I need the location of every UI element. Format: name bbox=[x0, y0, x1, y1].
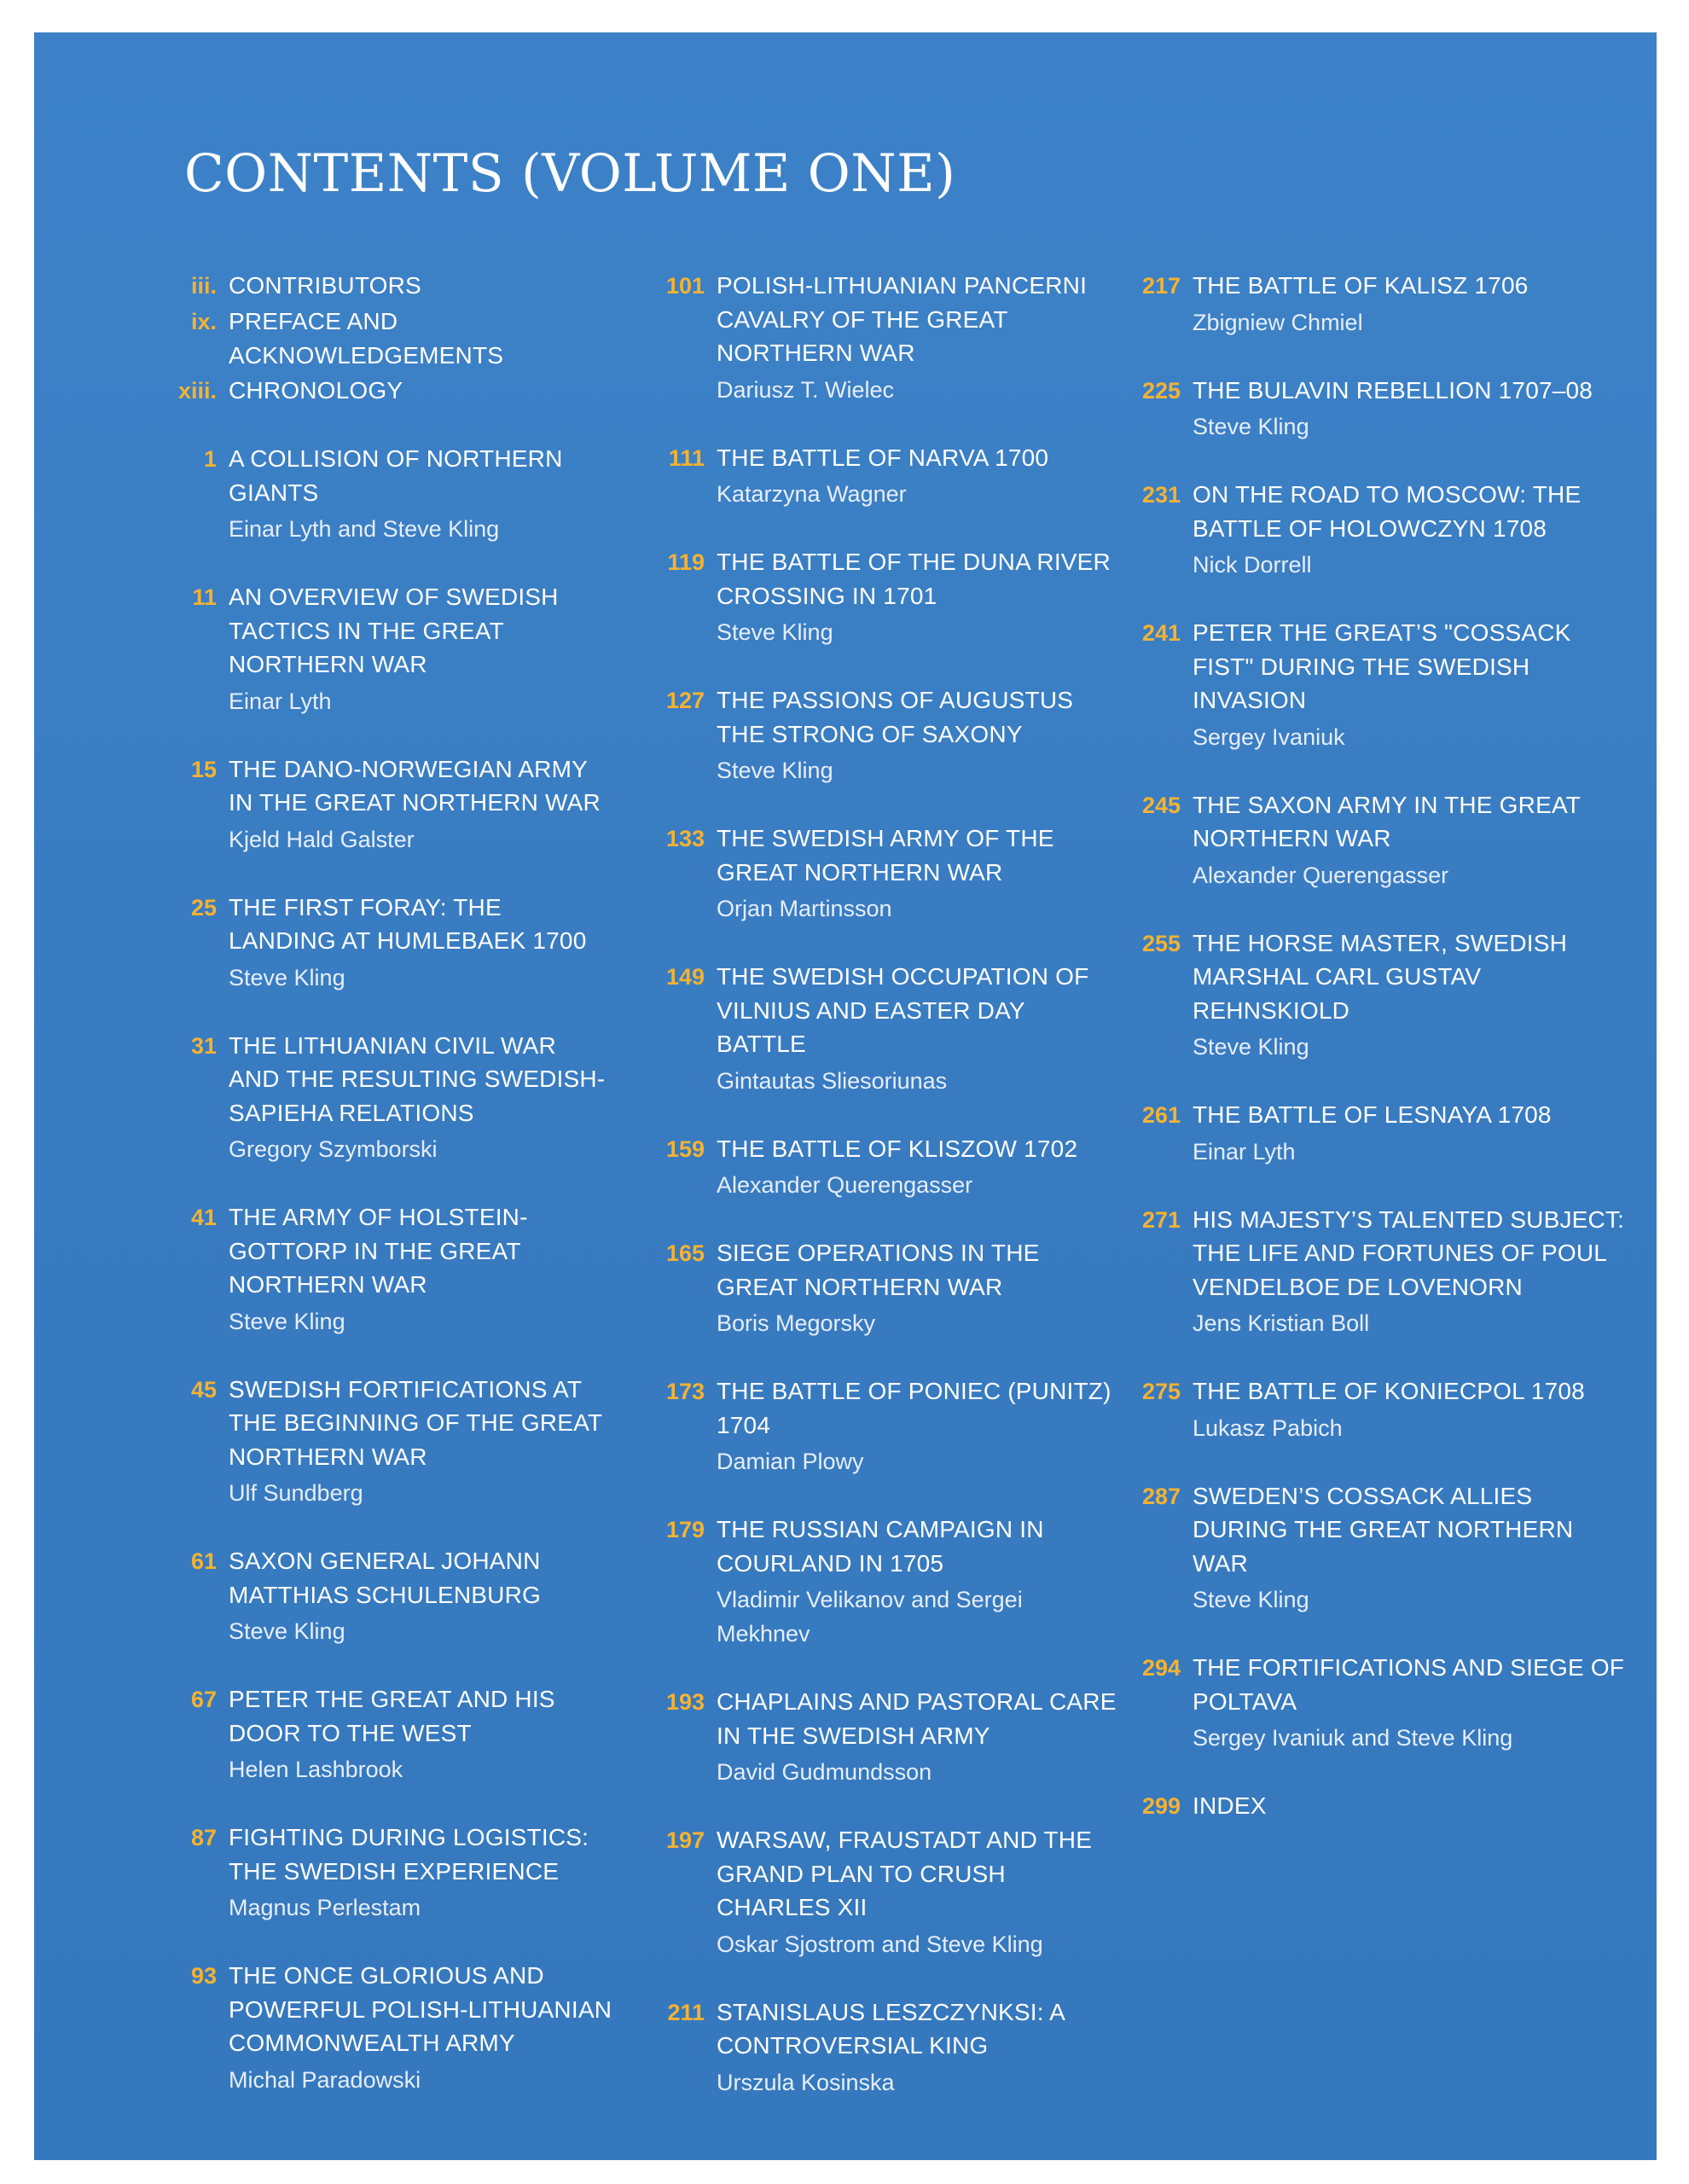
contents-column-2 bbox=[640, 269, 1117, 2134]
toc-entry-body bbox=[717, 441, 1117, 512]
toc-chapter-title: CONTRIBUTORS bbox=[229, 272, 421, 299]
toc-chapter-author: Gregory Szymborski bbox=[229, 1136, 438, 1162]
toc-chapter-title: THE LITHUANIAN CIVIL WAR AND THE RESULTING SWEDISH-SAPIEHA RELATIONS bbox=[229, 1031, 606, 1126]
toc-chapter-title: PETER THE GREAT AND HIS DOOR TO THE WEST bbox=[229, 1686, 555, 1746]
toc-entry bbox=[1116, 1789, 1628, 1823]
toc-chapter-title: STANISLAUS LESZCZYNKSI: A CONTROVERSIAL KING bbox=[717, 1998, 1065, 2059]
toc-entry-body bbox=[717, 960, 1117, 1098]
toc-entry-body bbox=[717, 1132, 1117, 1203]
toc-entry bbox=[640, 822, 1117, 926]
toc-chapter-title: CHRONOLOGY bbox=[229, 377, 403, 404]
toc-page-number: 119 bbox=[667, 549, 705, 575]
toc-entry bbox=[152, 1682, 612, 1786]
toc-chapter-title: SWEDEN’S COSSACK ALLIES DURING THE GREAT NORTHERN WAR bbox=[1193, 1482, 1574, 1577]
toc-page-number: 45 bbox=[190, 1376, 217, 1403]
toc-entry-body bbox=[229, 1544, 612, 1648]
toc-page-number: 179 bbox=[665, 1517, 705, 1542]
toc-page-number: 67 bbox=[190, 1687, 217, 1712]
toc-page-number: 127 bbox=[665, 688, 705, 713]
toc-chapter-author: Dariusz T. Wielec bbox=[717, 376, 895, 403]
toc-chapter-title: THE ARMY OF HOLSTEIN-GOTTORP IN THE GREAT NORTHERN WAR bbox=[229, 1204, 528, 1298]
toc-chapter-title: SIEGE OPERATIONS IN THE GREAT NORTHERN WAR bbox=[717, 1240, 1040, 1300]
toc-entry bbox=[640, 1132, 1117, 1203]
toc-page-number: 87 bbox=[190, 1825, 217, 1850]
toc-chapter-author: David Gudmundsson bbox=[717, 1759, 932, 1785]
toc-entry-body bbox=[1193, 1789, 1628, 1823]
toc-chapter-title: THE BATTLE OF THE DUNA RIVER CROSSING IN 1701 bbox=[717, 549, 1111, 609]
toc-page-number: 231 bbox=[1141, 482, 1181, 508]
toc-entry-body bbox=[1193, 1651, 1628, 1755]
toc-page-number: 271 bbox=[1141, 1206, 1181, 1233]
toc-entry-body bbox=[229, 1821, 612, 1925]
toc-chapter-title: FIGHTING DURING LOGISTICS: THE SWEDISH EXPERIENCE bbox=[229, 1824, 589, 1885]
toc-entry bbox=[152, 891, 612, 995]
toc-chapter-title: WARSAW, FRAUSTADT AND THE GRAND PLAN TO CRUSH CHARLES XII bbox=[717, 1827, 1093, 1920]
toc-entry bbox=[640, 1513, 1117, 1651]
toc-chapter-author: Einar Lyth bbox=[229, 688, 332, 714]
toc-chapter-title: AN OVERVIEW OF SWEDISH TACTICS IN THE GREAT NORTHERN WAR bbox=[229, 584, 559, 677]
toc-chapter-author: Oskar Sjostrom and Steve Kling bbox=[717, 1931, 1043, 1957]
toc-chapter-title: POLISH-LITHUANIAN PANCERNI CAVALRY OF THE GREAT NORTHERN WAR bbox=[717, 272, 1088, 366]
toc-chapter-title: HIS MAJESTY’S TALENTED SUBJECT: THE LIFE AND FORTUNES OF POUL VENDELBOE DE LOVENORN bbox=[1193, 1205, 1625, 1300]
toc-chapter-author: Urszula Kosinska bbox=[717, 2069, 895, 2095]
toc-chapter-author: Katarzyna Wagner bbox=[717, 481, 907, 507]
toc-chapter-author: Einar Lyth and Steve Kling bbox=[229, 516, 500, 542]
toc-entry-body bbox=[1193, 616, 1628, 754]
toc-chapter-author: Sergey Ivaniuk bbox=[1193, 723, 1345, 750]
toc-chapter-title: CHAPLAINS AND PASTORAL CARE IN THE SWEDISH ARMY bbox=[717, 1688, 1117, 1749]
toc-chapter-author: Steve Kling bbox=[717, 619, 833, 645]
toc-page-number: 111 bbox=[668, 444, 705, 471]
toc-entry-body bbox=[229, 1959, 612, 2097]
toc-page-number: 255 bbox=[1141, 930, 1181, 956]
toc-entry bbox=[640, 441, 1117, 512]
toc-entry-body bbox=[717, 1236, 1117, 1340]
toc-entry bbox=[152, 269, 612, 303]
toc-entry bbox=[1116, 1479, 1628, 1618]
toc-entry bbox=[152, 1544, 612, 1648]
toc-entry-body bbox=[229, 1373, 612, 1511]
toc-entry bbox=[640, 1823, 1117, 1961]
toc-entry-body bbox=[229, 305, 612, 372]
toc-chapter-title: THE FIRST FORAY: THE LANDING AT HUMLEBAEK 1700 bbox=[229, 893, 587, 954]
toc-page-number: 1 bbox=[203, 446, 217, 472]
toc-entry bbox=[640, 1374, 1117, 1478]
toc-entry-body bbox=[717, 1823, 1117, 1961]
toc-entry bbox=[152, 752, 612, 857]
toc-entry bbox=[640, 1236, 1117, 1340]
toc-chapter-title: THE FORTIFICATIONS AND SIEGE OF POLTAVA bbox=[1193, 1654, 1625, 1715]
toc-page-number: 197 bbox=[665, 1827, 705, 1853]
toc-entry bbox=[640, 545, 1117, 649]
toc-chapter-title: ON THE ROAD TO MOSCOW: THE BATTLE OF HOLOWCZYN 1708 bbox=[1193, 481, 1582, 542]
toc-entry bbox=[1116, 478, 1628, 582]
toc-chapter-author: Steve Kling bbox=[1193, 414, 1309, 439]
toc-page-number: 299 bbox=[1141, 1793, 1181, 1819]
toc-entry-body bbox=[717, 269, 1117, 407]
toc-chapter-title: THE BATTLE OF PONIEC (PUNITZ) 1704 bbox=[717, 1378, 1111, 1438]
toc-entry-body bbox=[1193, 1374, 1628, 1445]
toc-chapter-author: Alexander Querengasser bbox=[717, 1172, 973, 1198]
toc-entry-body bbox=[1193, 478, 1628, 582]
toc-chapter-title: THE SAXON ARMY IN THE GREAT NORTHERN WAR bbox=[1193, 791, 1581, 851]
toc-chapter-title: THE BATTLE OF KONIECPOL 1708 bbox=[1193, 1378, 1585, 1404]
toc-entry-body bbox=[717, 1685, 1117, 1789]
toc-entry bbox=[152, 1959, 612, 2097]
toc-page-number: 193 bbox=[665, 1689, 705, 1715]
toc-page-number: 294 bbox=[1141, 1655, 1181, 1681]
toc-entry-body bbox=[229, 1682, 612, 1786]
toc-entry bbox=[640, 960, 1117, 1098]
toc-page-number: 61 bbox=[190, 1548, 217, 1574]
toc-chapter-title: THE BATTLE OF NARVA 1700 bbox=[717, 444, 1049, 471]
toc-chapter-title: A COLLISION OF NORTHERN GIANTS bbox=[229, 445, 563, 506]
toc-entry-body bbox=[717, 1513, 1117, 1651]
toc-page-number: xiii. bbox=[177, 378, 217, 404]
toc-entry-body bbox=[229, 374, 612, 408]
toc-page-number: 287 bbox=[1141, 1483, 1181, 1509]
toc-chapter-title: SAXON GENERAL JOHANN MATTHIAS SCHULENBURG bbox=[229, 1548, 541, 1608]
toc-chapter-author: Sergey Ivaniuk and Steve Kling bbox=[1193, 1725, 1513, 1751]
toc-chapter-author: Orjan Martinsson bbox=[717, 896, 892, 921]
toc-entry bbox=[1116, 1098, 1628, 1169]
toc-chapter-author: Boris Megorsky bbox=[717, 1310, 876, 1336]
toc-chapter-title: THE HORSE MASTER, SWEDISH MARSHAL CARL GUSTAV REHNSKIOLD bbox=[1193, 929, 1568, 1024]
toc-page-number: 15 bbox=[190, 756, 217, 782]
toc-chapter-title: THE PASSIONS OF AUGUSTUS THE STRONG OF SAXONY bbox=[717, 687, 1074, 747]
toc-chapter-author: Jens Kristian Boll bbox=[1193, 1310, 1370, 1336]
toc-chapter-title: SWEDISH FORTIFICATIONS AT THE BEGINNING OF THE GREAT NORTHERN WAR bbox=[229, 1375, 602, 1470]
toc-entry bbox=[1116, 1203, 1628, 1341]
toc-chapter-author: Helen Lashbrook bbox=[229, 1757, 403, 1782]
toc-entry-body bbox=[717, 545, 1117, 649]
toc-entry-body bbox=[717, 1374, 1117, 1478]
toc-page-number: 165 bbox=[665, 1240, 705, 1266]
contents-column-1 bbox=[152, 269, 612, 2131]
toc-chapter-author: Vladimir Velikanov and Sergei Mekhnev bbox=[717, 1587, 1023, 1647]
toc-chapter-author: Lukasz Pabich bbox=[1193, 1414, 1343, 1441]
toc-entry bbox=[1116, 616, 1628, 754]
page-title: CONTENTS (VOLUME ONE) bbox=[184, 143, 956, 204]
toc-chapter-author: Steve Kling bbox=[229, 964, 345, 990]
toc-entry-body bbox=[1193, 1203, 1628, 1341]
toc-entry bbox=[152, 442, 612, 546]
toc-chapter-title: THE RUSSIAN CAMPAIGN IN COURLAND IN 1705 bbox=[717, 1516, 1044, 1577]
toc-entry bbox=[640, 683, 1117, 787]
toc-entry-body bbox=[1193, 374, 1628, 444]
toc-entry-body bbox=[229, 269, 612, 303]
contents-column-3 bbox=[1116, 269, 1628, 1857]
toc-entry-body bbox=[1193, 269, 1628, 340]
toc-entry bbox=[152, 1821, 612, 1925]
toc-entry-body bbox=[1193, 926, 1628, 1065]
toc-chapter-title: PREFACE AND ACKNOWLEDGEMENTS bbox=[229, 308, 504, 369]
toc-page-number: 275 bbox=[1141, 1379, 1181, 1404]
toc-chapter-title: THE BULAVIN REBELLION 1707–08 bbox=[1193, 376, 1593, 404]
toc-page-number: 31 bbox=[190, 1032, 217, 1059]
toc-entry bbox=[152, 305, 612, 372]
toc-entry bbox=[640, 1685, 1117, 1789]
toc-entry-body bbox=[717, 1995, 1117, 2100]
toc-entry-body bbox=[229, 442, 612, 546]
toc-entry-body bbox=[229, 580, 612, 718]
toc-page-number: 217 bbox=[1141, 273, 1181, 299]
toc-chapter-author: Steve Kling bbox=[1193, 1034, 1309, 1060]
toc-entry-body bbox=[717, 822, 1117, 926]
toc-page-number: 41 bbox=[190, 1205, 217, 1230]
toc-chapter-title: THE BATTLE OF KLISZOW 1702 bbox=[717, 1135, 1078, 1162]
toc-chapter-author: Steve Kling bbox=[229, 1308, 345, 1334]
toc-page-number: 173 bbox=[665, 1379, 705, 1404]
toc-entry bbox=[1116, 1374, 1628, 1445]
toc-entry bbox=[640, 1995, 1117, 2100]
toc-page-number: 133 bbox=[665, 826, 705, 851]
toc-chapter-title: THE SWEDISH OCCUPATION OF VILNIUS AND EASTER DAY BATTLE bbox=[717, 963, 1089, 1057]
toc-entry bbox=[1116, 788, 1628, 892]
toc-entry-body bbox=[1193, 1098, 1628, 1169]
toc-chapter-author: Ulf Sundberg bbox=[229, 1480, 363, 1506]
toc-page-number: 101 bbox=[665, 273, 705, 299]
toc-entry-body bbox=[717, 683, 1117, 787]
toc-page-number: 149 bbox=[665, 964, 705, 990]
toc-chapter-title: THE BATTLE OF LESNAYA 1708 bbox=[1193, 1101, 1552, 1128]
toc-page-number: iii. bbox=[190, 273, 217, 299]
toc-chapter-author: Damian Plowy bbox=[717, 1449, 864, 1474]
toc-chapter-title: PETER THE GREAT’S "COSSACK FIST" DURING THE SWEDISH INVASION bbox=[1193, 619, 1571, 713]
toc-entry-body bbox=[229, 1200, 612, 1339]
toc-chapter-title: THE BATTLE OF KALISZ 1706 bbox=[1193, 272, 1529, 299]
toc-chapter-author: Einar Lyth bbox=[1193, 1138, 1296, 1165]
toc-entry bbox=[1116, 926, 1628, 1065]
toc-entry-body bbox=[229, 1029, 612, 1167]
toc-chapter-author: Alexander Querengasser bbox=[1193, 862, 1449, 888]
toc-chapter-title: THE ONCE GLORIOUS AND POWERFUL POLISH-LITHUANIAN COMMONWEALTH ARMY bbox=[229, 1962, 612, 2056]
contents-page bbox=[34, 32, 1657, 2160]
toc-entry bbox=[1116, 374, 1628, 444]
toc-page-number: 241 bbox=[1141, 620, 1181, 646]
toc-chapter-author: Zbigniew Chmiel bbox=[1193, 309, 1363, 335]
toc-entry bbox=[1116, 1651, 1628, 1755]
toc-page-number: ix. bbox=[190, 309, 217, 334]
toc-chapter-author: Steve Kling bbox=[1193, 1587, 1309, 1612]
toc-chapter-author: Gintautas Sliesoriunas bbox=[717, 1067, 948, 1094]
toc-page-number: 245 bbox=[1141, 792, 1181, 818]
toc-entry bbox=[640, 269, 1117, 407]
toc-page-number: 25 bbox=[190, 894, 217, 921]
toc-chapter-author: Michal Paradowski bbox=[229, 2066, 421, 2093]
toc-page-number: 225 bbox=[1141, 377, 1181, 404]
toc-chapter-author: Kjeld Hald Galster bbox=[229, 826, 415, 852]
toc-chapter-author: Nick Dorrell bbox=[1193, 552, 1312, 578]
toc-entry bbox=[152, 374, 612, 408]
toc-chapter-title: THE DANO-NORWEGIAN ARMY IN THE GREAT NORTHERN WAR bbox=[229, 755, 601, 816]
toc-entry bbox=[1116, 269, 1628, 340]
toc-entry bbox=[152, 580, 612, 718]
toc-entry bbox=[152, 1029, 612, 1167]
toc-entry-body bbox=[229, 752, 612, 857]
toc-entry-body bbox=[1193, 1479, 1628, 1618]
toc-page-number: 11 bbox=[192, 584, 217, 610]
toc-page-number: 159 bbox=[665, 1136, 705, 1162]
toc-chapter-author: Magnus Perlestam bbox=[229, 1895, 421, 1920]
toc-chapter-author: Steve Kling bbox=[229, 1618, 345, 1644]
toc-chapter-title: INDEX bbox=[1193, 1792, 1267, 1819]
toc-entry bbox=[152, 1373, 612, 1511]
toc-page-number: 261 bbox=[1141, 1102, 1181, 1128]
toc-entry bbox=[152, 1200, 612, 1339]
toc-page-number: 211 bbox=[667, 1999, 705, 2025]
toc-page-number: 93 bbox=[190, 1963, 217, 1989]
toc-chapter-author: Steve Kling bbox=[717, 758, 833, 783]
toc-chapter-title: THE SWEDISH ARMY OF THE GREAT NORTHERN WAR bbox=[717, 825, 1054, 886]
toc-entry-body bbox=[229, 891, 612, 995]
toc-entry-body bbox=[1193, 788, 1628, 892]
